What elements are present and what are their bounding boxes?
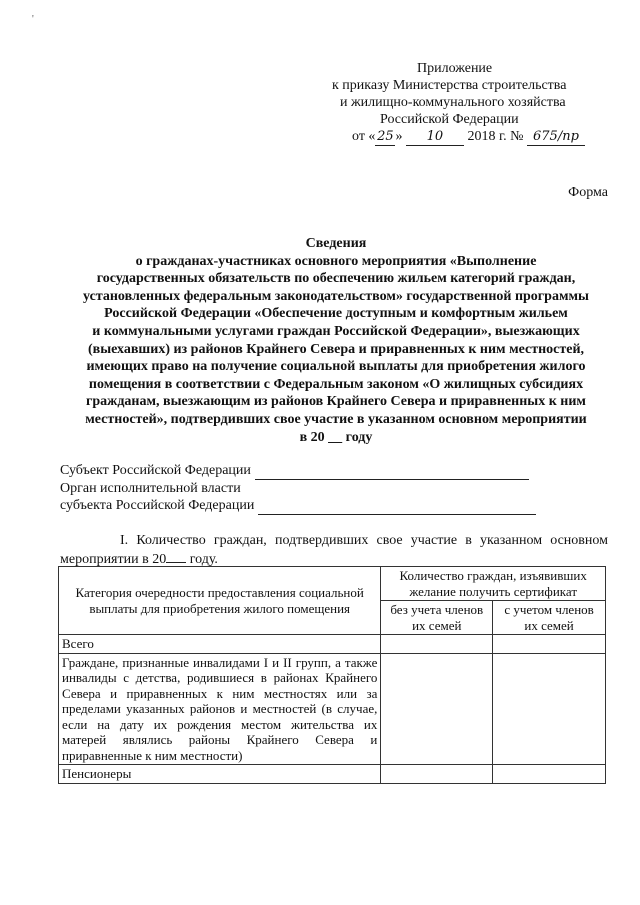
- authority-label: Орган исполнительной власти: [60, 480, 241, 496]
- order-number: 675/пр: [527, 128, 585, 146]
- row-category: Пенсионеры: [59, 765, 381, 784]
- col-group-header: Количество граждан, изъявивших желание получить сертификат: [381, 567, 606, 601]
- section-paragraph: [60, 532, 608, 568]
- title-line: местностей», подтвердивших свое участие в указанном основном мероприятии: [85, 411, 587, 427]
- subject-block: [60, 462, 536, 515]
- row-category: Всего: [59, 635, 381, 654]
- section-line: I. Количество граждан, подтвердивших свое участие в указанном основном: [120, 533, 608, 548]
- col-header-category: Категория очередности предоставления социальной выплаты для приобретения жилого помещения: [59, 567, 381, 635]
- subject-label: Субъект Российской Федерации: [60, 463, 251, 478]
- title-line: государственных обязательств по обеспечению жильем категорий граждан,: [96, 271, 576, 287]
- annex-header: [322, 60, 602, 146]
- table-row: [59, 765, 606, 784]
- row-category: Граждане, признанные инвалидами I и II групп, а также инвалиды с детства, родившиеся в районах Крайнего Севера и приравненных к ним местностях или за пределами указанных районов и местностей (в случае, если на дату их рождения местом жительства их матерей являлись районы Крайнего Севера и приравненные к ним местности): [59, 653, 381, 765]
- table-row: [59, 635, 606, 654]
- cell-with-family[interactable]: [493, 765, 606, 784]
- title-line: имеющих право на получение социальной выплаты для приобретения жилого: [86, 359, 586, 375]
- section-line-suffix: году.: [186, 551, 218, 567]
- authority-subject-label: субъекта Российской Федерации: [60, 498, 255, 513]
- col-header-with-family: с учетом членов их семей: [493, 601, 606, 635]
- year-blank[interactable]: [166, 550, 186, 563]
- col-header-without-family: без учета членов их семей: [381, 601, 493, 635]
- section-line-prefix: мероприятии в 20: [60, 551, 167, 567]
- annex-line: Приложение: [417, 61, 493, 76]
- order-day: 25: [377, 129, 394, 144]
- cell-with-family[interactable]: [493, 635, 606, 654]
- cell-without-family[interactable]: [381, 765, 493, 784]
- title-line: помещения в соответствии с Федеральным законом «О жилищных субсидиях: [88, 376, 584, 392]
- order-month: 10: [406, 128, 464, 146]
- title-line: гражданам, выезжающим из районов Крайнего Севера и приравненных к ним: [86, 394, 586, 410]
- cell-without-family[interactable]: [381, 653, 493, 765]
- title-line: Российской Федерации «Обеспечение доступным и комфортным жильем: [104, 306, 568, 322]
- title-line: в 20 __ году: [299, 429, 373, 445]
- annex-line: Российской Федерации: [380, 112, 519, 127]
- annex-line: и жилищно-коммунального хозяйства: [340, 95, 566, 110]
- title-line: о гражданах-участниках основного мероприятия «Выполнение: [135, 253, 537, 269]
- corner-mark: ': [32, 14, 34, 25]
- annex-line: к приказу Министерства строительства: [332, 78, 567, 93]
- title-line: (выехавших) из районов Крайнего Севера и приравненных к ним местностей,: [87, 341, 585, 357]
- order-day-close: »: [395, 129, 403, 144]
- title-line: установленных федеральным законодательством» государственной программы: [83, 288, 589, 304]
- subject-fill-line[interactable]: [255, 467, 529, 480]
- order-line: [322, 128, 602, 146]
- cell-with-family[interactable]: [493, 653, 606, 765]
- title-line: Сведения: [305, 236, 367, 251]
- document-title: [48, 235, 624, 446]
- authority-fill-line[interactable]: [258, 502, 536, 515]
- order-year: 2018 г. №: [467, 129, 524, 144]
- title-line: и коммунальными услугами граждан Российской Федерации», выезжающих: [92, 323, 580, 339]
- data-table: [58, 566, 606, 784]
- table-header-row: [59, 567, 606, 601]
- table-row: [59, 653, 606, 765]
- form-label: Форма: [568, 185, 608, 200]
- cell-without-family[interactable]: [381, 635, 493, 654]
- order-prefix: от «: [352, 129, 376, 144]
